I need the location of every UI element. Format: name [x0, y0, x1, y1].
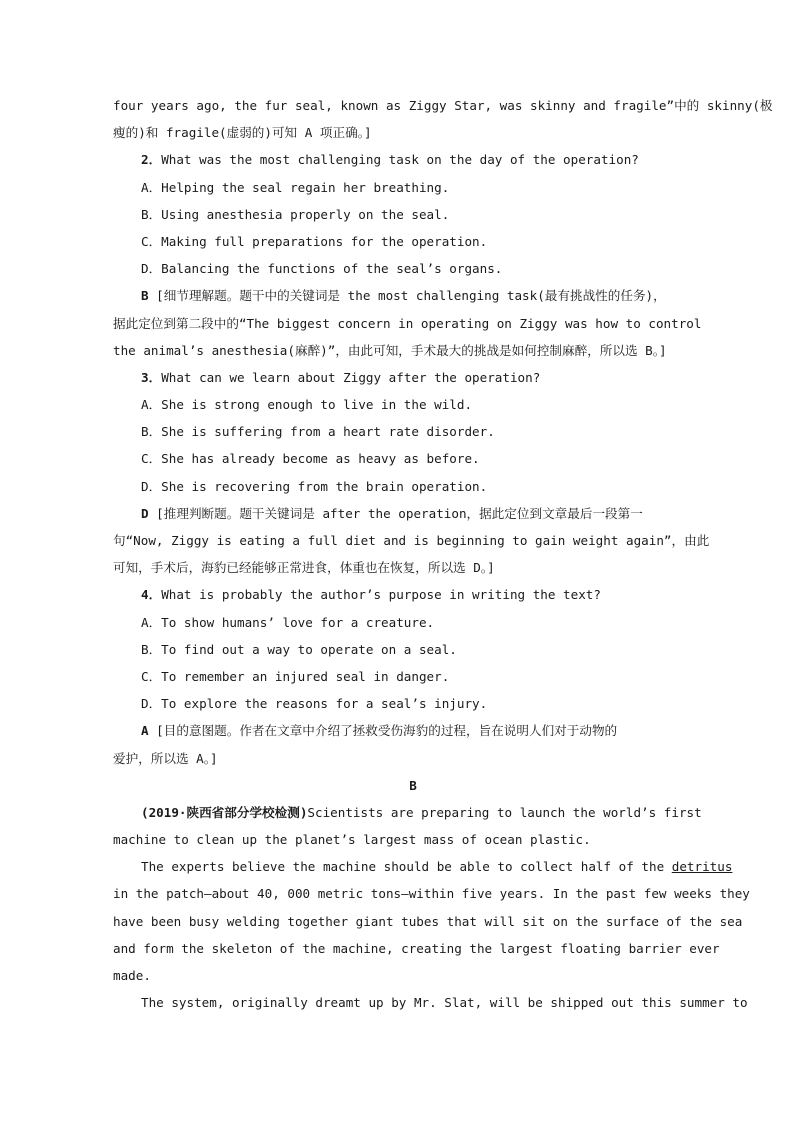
- text-line: made.: [113, 968, 151, 983]
- question-text: What was the most challenging task on the day of the operation?: [161, 152, 639, 168]
- text-line: in the patch—about 40, 000 metric tons—within five years. In the past few weeks they: [113, 886, 750, 902]
- text-line: 爱护，所以选 A。]: [113, 750, 218, 766]
- option-line: A．To show humans’ love for a creature.: [141, 614, 435, 630]
- passage-text: The experts believe the machine should be able to collect half of the: [141, 859, 672, 875]
- answer-explanation: [113, 500, 713, 527]
- text-line: 句“Now, Ziggy is eating a full diet and is beginning to gain weight again”，由此: [113, 533, 710, 548]
- text-line: the animal’s anesthesia(麻醉)”，由此可知，手术最大的挑战是如何控制麻醉，所以选 B。]: [113, 342, 667, 358]
- document-body: [113, 92, 773, 1016]
- text-line: 据此定位到第二段中的“The biggest concern in operating on Ziggy was how to control: [113, 315, 702, 331]
- question-number: 4．: [141, 587, 162, 603]
- answer-explanation: [113, 717, 713, 744]
- section-heading: B: [409, 777, 417, 793]
- option-line: D．To explore the reasons for a seal’s injury.: [141, 696, 488, 712]
- question-3: [113, 364, 713, 391]
- text-line: have been busy welding together giant tubes that will sit on the surface of the sea: [113, 913, 743, 929]
- question-text: What can we learn about Ziggy after the operation?: [161, 369, 541, 385]
- underlined-word: detritus: [671, 859, 733, 875]
- text-line: 可知，手术后，海豹已经能够正常进食，体重也在恢复，所以选 D。]: [113, 560, 495, 576]
- question-4: [113, 581, 713, 608]
- answer-letter: A: [141, 723, 149, 739]
- question-2: [113, 146, 713, 173]
- text-line: The system, originally dreamt up by Mr. Slat, will be shipped out this summer to: [141, 995, 748, 1011]
- answer-letter: D: [141, 505, 149, 521]
- option-line: D．She is recovering from the brain operation.: [141, 478, 488, 494]
- text-line: 瘦的)和 fragile(虚弱的)可知 A 项正确。]: [113, 125, 372, 141]
- option-line: C．Making full preparations for the operation.: [141, 233, 488, 249]
- question-text: What is probably the author’s purpose in writing the text?: [161, 587, 601, 603]
- passage-intro: [113, 799, 713, 826]
- question-number: 2．: [141, 152, 162, 168]
- source-tag: (2019·陕西省部分学校检测): [141, 804, 308, 820]
- option-line: C．She has already become as heavy as before.: [141, 451, 480, 467]
- option-line: D．Balancing the functions of the seal’s organs.: [141, 261, 503, 277]
- option-line: B．To find out a way to operate on a seal.: [141, 641, 457, 657]
- text-line: and form the skeleton of the machine, creating the largest floating barrier ever: [113, 940, 720, 956]
- option-line: B．She is suffering from a heart rate disorder.: [141, 424, 495, 440]
- option-line: C．To remember an injured seal in danger.: [141, 668, 450, 684]
- passage-text: Scientists are preparing to launch the world’s first: [307, 804, 702, 820]
- option-line: A．Helping the seal regain her breathing.: [141, 179, 450, 195]
- text-line: [113, 853, 733, 880]
- text-line: machine to clean up the planet’s largest mass of ocean plastic.: [113, 832, 591, 848]
- option-line: B．Using anesthesia properly on the seal.: [141, 206, 450, 222]
- answer-explanation: [113, 282, 713, 309]
- explanation-text: [细节理解题。题干中的关键词是 the most challenging task(最有挑战性的任务)，: [148, 288, 666, 304]
- option-line: A．She is strong enough to live in the wild.: [141, 397, 473, 413]
- explanation-text: [推理判断题。题干关键词是 after the operation，据此定位到文章最后一段第一: [148, 505, 643, 521]
- text-line: four years ago, the fur seal, known as Ziggy Star, was skinny and fragile”中的 skinny(极: [113, 98, 773, 113]
- explanation-text: [目的意图题。作者在文章中介绍了拯救受伤海豹的过程，旨在说明人们对于动物的: [148, 723, 618, 739]
- answer-letter: B: [141, 288, 149, 304]
- question-number: 3．: [141, 369, 162, 385]
